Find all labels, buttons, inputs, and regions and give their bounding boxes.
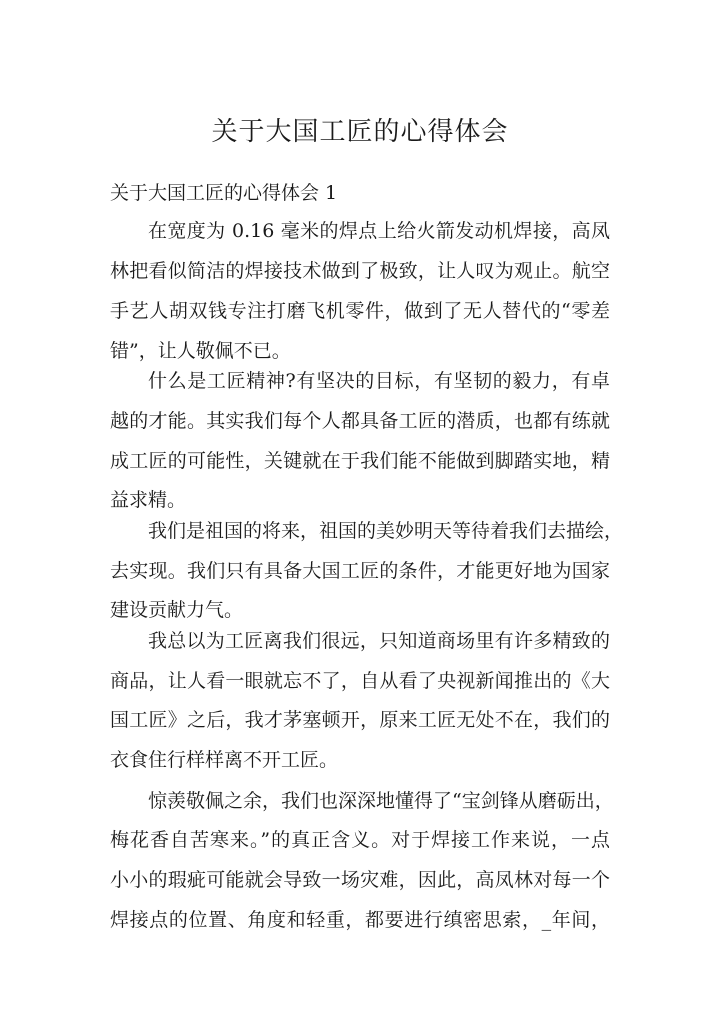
text-line: 国工匠》之后，我才茅塞顿开，原来工匠无处不在，我们的: [110, 709, 610, 731]
text-line: 我们是祖国的将来，祖国的美妙明天等待着我们去描绘，: [148, 520, 624, 542]
text-line: 错”，让人敬佩不已。: [110, 340, 291, 362]
section-heading: 关于大国工匠的心得体会 1: [110, 182, 338, 204]
document-title: 关于大国工匠的心得体会: [211, 117, 509, 147]
text-line: 去实现。我们只有具备大国工匠的条件，才能更好地为国家: [110, 560, 610, 582]
text-line: 我总以为工匠离我们很远，只知道商场里有许多精致的: [148, 630, 610, 652]
text-line: 商品，让人看一眼就忘不了，自从看了央视新闻推出的《大: [110, 670, 610, 692]
text-line: 小小的瑕疵可能就会导致一场灾难，因此，高凤林对每一个: [110, 869, 610, 891]
text-line: 惊羡敬佩之余，我们也深深地懂得了“宝剑锋从磨砺出，: [148, 790, 614, 812]
text-line: 梅花香自苦寒来。”的真正含义。对于焊接工作来说，一点: [110, 829, 610, 851]
text-line: 焊接点的位置、角度和轻重，都要进行缜密思索，_年间，: [110, 909, 610, 931]
text-line: 在宽度为 0.16 毫米的焊点上给火箭发动机焊接，高凤: [148, 220, 610, 242]
text-line: 建设贡献力气。: [110, 599, 244, 621]
text-line: 成工匠的可能性，关键就在于我们能不能做到脚踏实地，精: [110, 450, 610, 472]
text-line: 益求精。: [110, 489, 187, 511]
text-line: 衣食住行样样离不开工匠。: [110, 749, 339, 771]
text-line: 手艺人胡双钱专注打磨飞机零件，做到了无人替代的“零差: [110, 300, 610, 322]
text-line: 什么是工匠精神?有坚决的目标，有坚韧的毅力，有卓: [148, 370, 610, 392]
text-line: 越的才能。其实我们每个人都具备工匠的潜质，也都有练就: [110, 410, 610, 432]
text-line: 林把看似简洁的焊接技术做到了极致，让人叹为观止。航空: [110, 260, 610, 282]
